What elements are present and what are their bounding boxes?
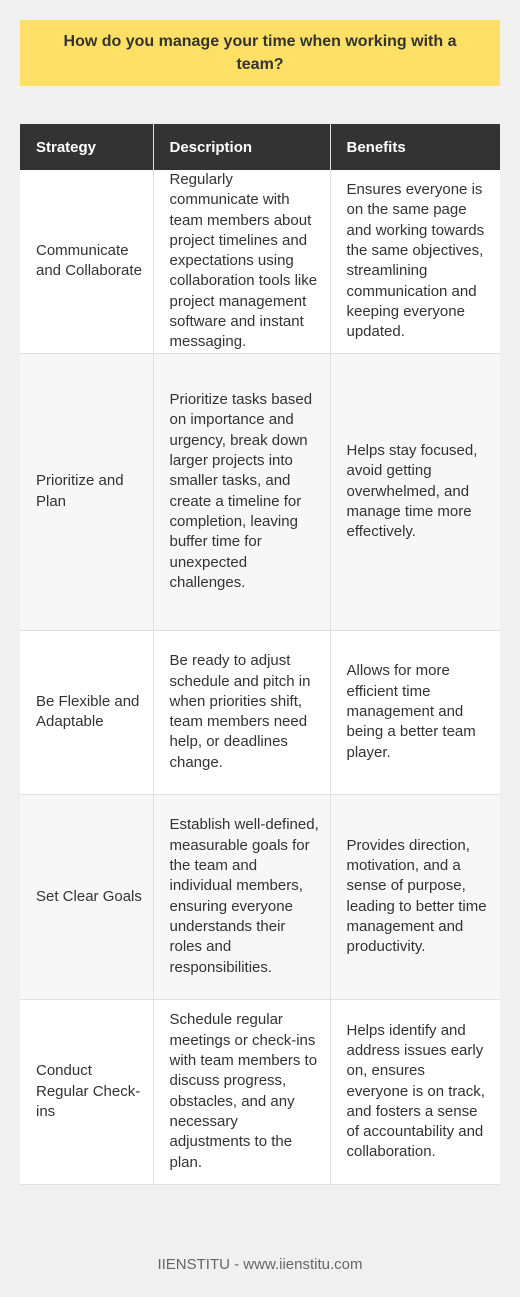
benefits-cell: Ensures everyone is on the same page and working towards the same objectives, streamlining communication and keeping everyone updated. bbox=[330, 170, 500, 353]
benefits-cell: Helps stay focused, avoid getting overwhelmed, and manage time more effectively. bbox=[330, 353, 500, 630]
strategy-cell: Conduct Regular Check-ins bbox=[20, 999, 153, 1184]
strategy-cell: Prioritize and Plan bbox=[20, 353, 153, 630]
strategy-cell: Communicate and Collaborate bbox=[20, 170, 153, 353]
strategy-cell: Be Flexible and Adaptable bbox=[20, 630, 153, 794]
description-cell: Schedule regular meetings or check-ins with team members to discuss progress, obstacles, and any necessary adjustments to the plan. bbox=[153, 999, 330, 1184]
strategy-table bbox=[20, 124, 500, 1185]
description-cell: Regularly communicate with team members about project timelines and expectations using collaboration tools like project management software and instant messaging. bbox=[153, 170, 330, 353]
description-cell: Establish well-defined, measurable goals for the team and individual members, ensuring everyone understands their roles and responsibilities. bbox=[153, 794, 330, 999]
benefits-cell: Allows for more efficient time management and being a better team player. bbox=[330, 630, 500, 794]
page-title: How do you manage your time when working with a team? bbox=[63, 33, 457, 73]
table-row bbox=[20, 794, 500, 999]
benefits-cell: Provides direction, motivation, and a sense of purpose, leading to better time management and productivity. bbox=[330, 794, 500, 999]
header-description: Description bbox=[153, 124, 330, 170]
table-row bbox=[20, 170, 500, 353]
header-strategy: Strategy bbox=[20, 124, 153, 170]
table-row bbox=[20, 999, 500, 1184]
table-row bbox=[20, 353, 500, 630]
description-cell: Prioritize tasks based on importance and urgency, break down larger projects into smaller tasks, and create a timeline for completion, leaving buffer time for unexpected challenges. bbox=[153, 353, 330, 630]
table-header-row bbox=[20, 124, 500, 170]
description-cell: Be ready to adjust schedule and pitch in when priorities shift, team members need help, or deadlines change. bbox=[153, 630, 330, 794]
title-banner bbox=[20, 20, 500, 86]
table-row bbox=[20, 630, 500, 794]
header-benefits: Benefits bbox=[330, 124, 500, 170]
footer-credit: IIENSTITU - www.iienstitu.com bbox=[157, 1256, 363, 1273]
strategy-cell: Set Clear Goals bbox=[20, 794, 153, 999]
benefits-cell: Helps identify and address issues early on, ensures everyone is on track, and fosters a sense of accountability and collaboration. bbox=[330, 999, 500, 1184]
